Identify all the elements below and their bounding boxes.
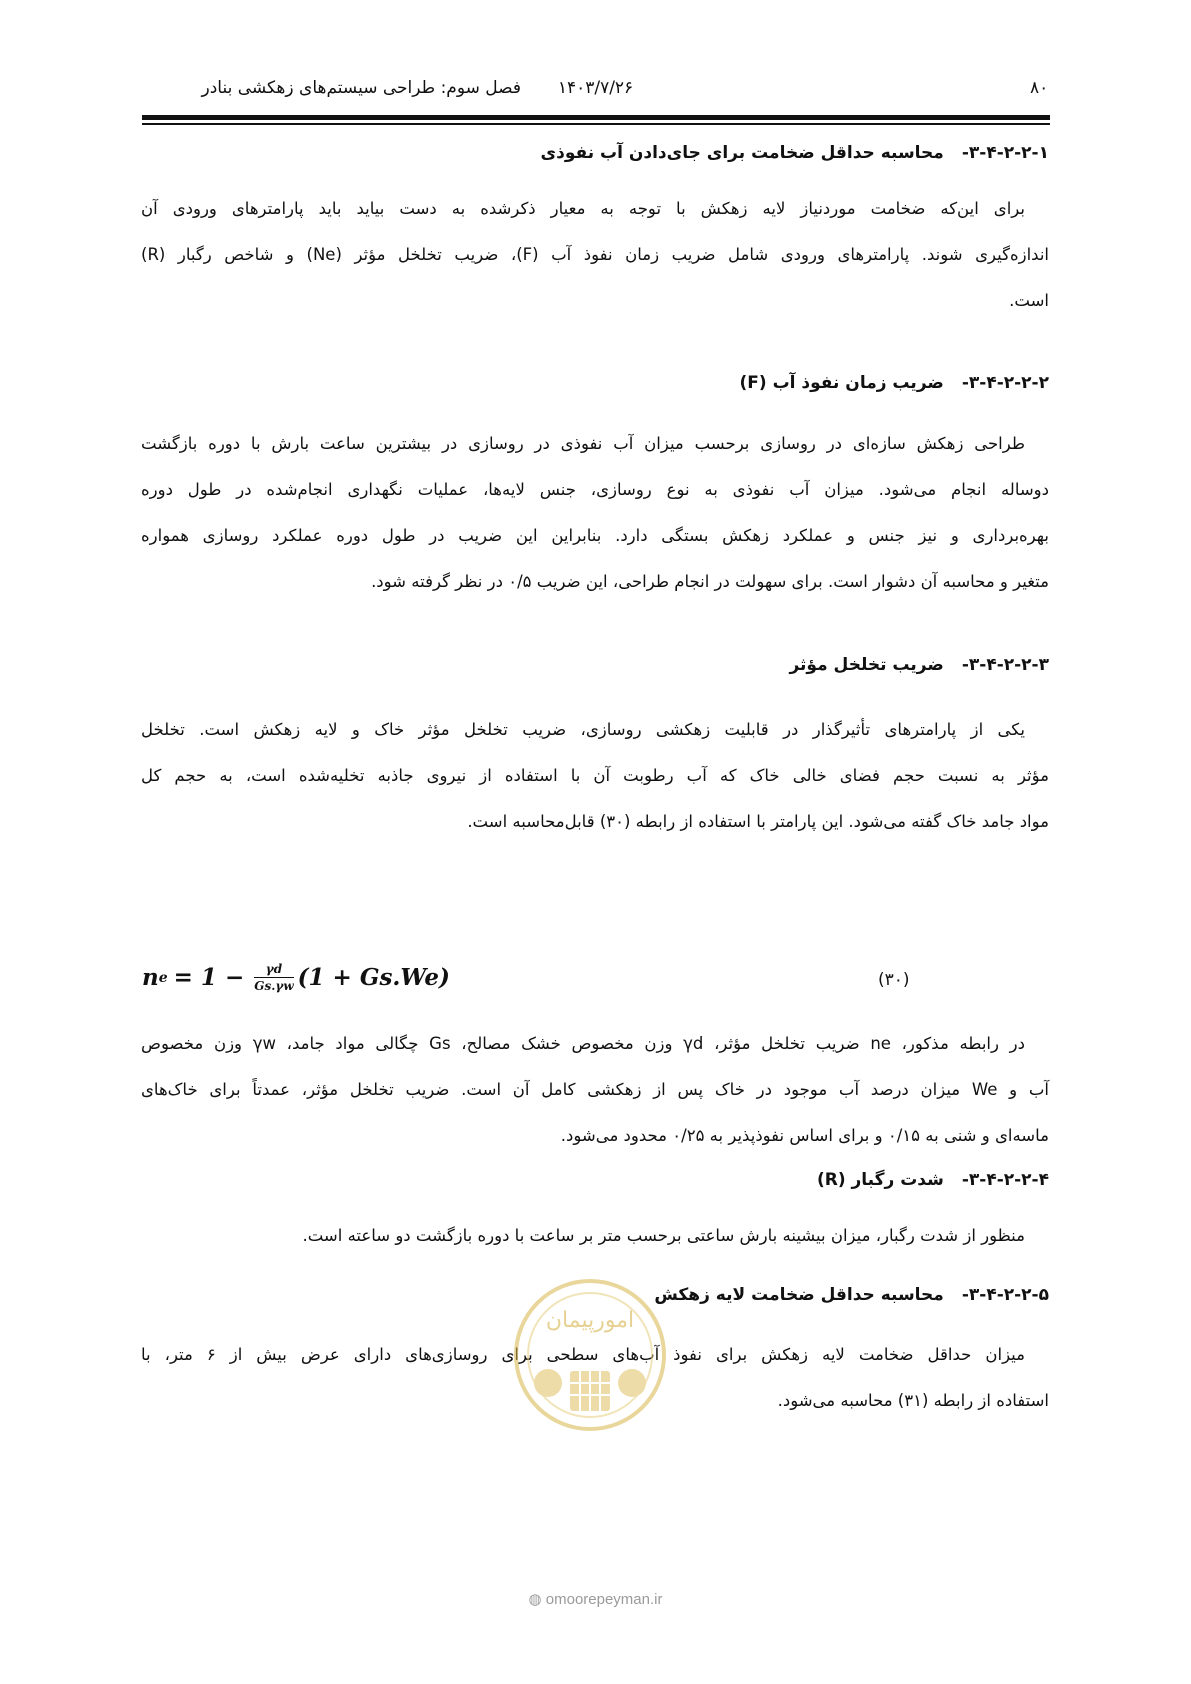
- text-line: مؤثر به نسبت حجم فضای خالی خاک که آب رطوبت آن با استفاده از نیروی جاذبه تخلیه‌شده است، به حجم کل: [141, 766, 1049, 785]
- section-number: ۳-۴-۲-۲-۱-: [961, 143, 1049, 163]
- section-heading-1: [541, 143, 1049, 163]
- equation-operator: = 1 −: [173, 964, 245, 991]
- watermark-logo: [470, 1275, 710, 1435]
- equation-fraction: [254, 962, 293, 993]
- paragraph-equation-explanation: [141, 1021, 1049, 1159]
- watermark-text: امورپیمان: [545, 1308, 635, 1333]
- paragraph-1: [141, 186, 1049, 324]
- section-title: محاسبه حداقل ضخامت برای جای‌دادن آب نفوذی: [540, 143, 944, 163]
- section-title: محاسبه حداقل ضخامت لایه زهکش: [654, 1285, 944, 1305]
- section-number: ۳-۴-۲-۲-۵-: [961, 1285, 1049, 1305]
- fraction-numerator: γd: [265, 962, 283, 976]
- text-line: ماسه‌ای و شنی به ۰/۱۵ و برای اساس نفوذپذیر به ۰/۲۵ محدود می‌شود.: [560, 1126, 1049, 1145]
- globe-icon: ◍: [528, 1591, 542, 1608]
- text-line: برای این‌که ضخامت موردنیاز لایه زهکش با توجه به معیار ذکرشده به دست بیاید باید پارامترهای ورودی آن: [141, 199, 1025, 218]
- text-line: در رابطه مذکور، ne ضریب تخلخل مؤثر، γd وزن مخصوص خشک مصالح، Gs چگالی مواد جامد، γw وزن مخصوص: [141, 1034, 1025, 1053]
- section-number: ۳-۴-۲-۲-۴-: [961, 1170, 1049, 1190]
- text-line: است.: [1009, 291, 1049, 310]
- paragraph-2: [141, 421, 1049, 605]
- watermark-site: [0, 1590, 1191, 1608]
- section-heading-5: [654, 1285, 1049, 1305]
- equation-number: (۳۰): [878, 970, 910, 990]
- section-title: شدت رگبار (R): [816, 1170, 944, 1190]
- section-title: ضریب زمان نفوذ آب (F): [739, 373, 944, 393]
- section-title: ضریب تخلخل مؤثر: [789, 655, 944, 675]
- paragraph-3: [141, 707, 1049, 845]
- text-line: دوساله انجام می‌شود. میزان آب نفوذی به نوع روسازی، جنس لایه‌ها، عملیات نگهداری انجام‌شده در طول دوره: [141, 480, 1049, 499]
- page-number: ۸۰: [1030, 78, 1049, 98]
- equation-30: [142, 962, 450, 993]
- equation-parenthesis: (1 + Gs.We): [297, 964, 450, 991]
- text-line: متغیر و محاسبه آن دشوار است. برای سهولت در انجام طراحی، این ضریب ۰/۵ در نظر گرفته شود.: [371, 572, 1049, 591]
- text-line: استفاده از رابطه (۳۱) محاسبه می‌شود.: [777, 1391, 1049, 1410]
- text-line: منظور از شدت رگبار، میزان بیشینه بارش ساعتی برحسب متر بر ساعت با دوره بازگشت دو ساعته است.: [302, 1226, 1025, 1245]
- header-rule-thin: [142, 123, 1050, 125]
- section-heading-2: [739, 373, 1049, 393]
- section-number: ۳-۴-۲-۲-۳-: [961, 655, 1049, 675]
- fraction-bar: [254, 977, 293, 978]
- text-line: آب و We میزان درصد آب موجود در خاک پس از زهکشی کامل آن است. ضریب تخلخل مؤثر، عمدتاً برای خاک‌های: [141, 1080, 1050, 1099]
- header-rule-thick: [142, 115, 1050, 120]
- running-header-date: ۱۴۰۳/۷/۲۶: [557, 78, 634, 98]
- text-line: اندازه‌گیری شوند. پارامترهای ورودی شامل ضریب زمان نفوذ آب (F)، ضریب تخلخل مؤثر (Ne) و شاخص رگبار (R): [141, 245, 1050, 264]
- equation-lhs-subscript: e: [158, 969, 168, 986]
- text-line: میزان حداقل ضخامت لایه زهکش برای نفوذ آب‌های سطحی برای روسازی‌های دارای عرض بیش از ۶ متر، با: [141, 1345, 1025, 1364]
- fraction-denominator: Gs.γw: [254, 979, 294, 993]
- section-heading-3: [789, 655, 1049, 675]
- equation-lhs: n: [142, 964, 159, 991]
- text-line: بهره‌برداری و نیز جنس و عملکرد زهکش بستگی دارد. بنابراین این ضریب در طول دوره عملکرد روسازی همواره: [141, 526, 1049, 545]
- watermark-site-text: omoorepeyman.ir: [545, 1591, 663, 1608]
- section-number: ۳-۴-۲-۲-۲-: [961, 373, 1049, 393]
- running-header-chapter: فصل سوم: طراحی سیستم‌های زهکشی بنادر: [201, 78, 521, 98]
- section-heading-4: [817, 1170, 1049, 1190]
- text-line: مواد جامد خاک گفته می‌شود. این پارامتر با استفاده از رابطه (۳۰) قابل‌محاسبه است.: [467, 812, 1049, 831]
- paragraph-4: [141, 1213, 1049, 1259]
- text-line: طراحی زهکش سازه‌ای در روسازی برحسب میزان آب نفوذی در روسازی در بیشترین ساعت بارش با دوره بازگشت: [141, 434, 1025, 453]
- text-line: یکی از پارامترهای تأثیرگذار در قابلیت زهکشی روسازی، ضریب تخلخل مؤثر خاک و لایه زهکش است. تخلخل: [141, 720, 1025, 739]
